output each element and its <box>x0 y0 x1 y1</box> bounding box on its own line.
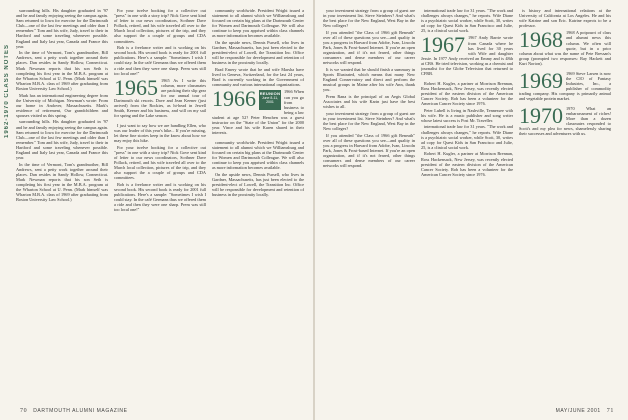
class-1970-section <box>519 106 611 138</box>
left-footer <box>16 408 128 414</box>
paragraph: 1969 Steve Larsen is now the CIO of Fantasy Industries, Inc., a publisher of commodity trading company. His company is primarily animal and vegetable protein market. <box>519 70 611 101</box>
paragraph: Robert H. Kugler, a partner at Morrison Brennan, Ross Hackensack, New Jersey, was recently elected president of the eastern division of the American Cancer Society. Rob has been a volunteer for the American Cancer Society since 1976. <box>421 80 513 107</box>
section-side-tag: 1962-1970 CLASS NOTES <box>4 43 10 138</box>
right-column-2 <box>421 8 513 404</box>
class-1968-section <box>519 30 611 67</box>
class-1967-section <box>421 35 513 77</box>
paragraph: international trade law for 31 years. "The work and challenges always changes," he reports. Wife Diane is a psychiatric social worker, while Scott, 30, writes ad copy for Quest Kids in San Francisco and Julie, 25, is a clinical social work. <box>421 8 513 34</box>
paragraph: If you attended "the Class of 1966 gift Beneath" over all of these questions you see—and quality in you a progress in Harvard from Adobe, Ivan, Lincoln Park, Jones & Frost-based Internet. If you're an open organization, and if it's not feared, other things consumers and dense members of our career networks will respond. <box>323 29 415 66</box>
paragraph: In the time of Vermont, Tom's grandmother, Bill Andrews, sent a petty work together around their places. Dan resides in Sandy Hollow, Connecticut. Mark Newman reports that his son Seth is completing his first year in the M.B.A. program at the Wharton School at U. Penn. (Mark himself was Wharton M.B.A. class of 1969 after graduating from Boston University Law School.) <box>16 50 108 91</box>
paragraph: Bob is a freelance writer and is working on his second book. His second book is ready for 2001 full publications. Here's a sample: "Sometimes I wish I could stay. In the café Germans thus we offered them a ride and then they were one sharp. Prem was still too local one!" <box>114 45 206 76</box>
paragraph: 1968 A potpourri of class and alumni news this column. We often will quote, but in a prior column about what was the name of Pete Bressan's group (prompted two responses: Ray Hackett and Kurt Norton). <box>519 30 611 66</box>
paragraph: Peter Lubell is living in Nashville, Tennessee with his wife. He is a music publisher and song writer whose latest success is Post Mr. Traveller. <box>421 107 513 123</box>
reunion-badge <box>259 90 281 110</box>
paragraph: 1970 What an embarrassment of riches! More than a dozen classmates responded to Scott's and my plea for news, shamelessly sharing their successes and adventures with us. <box>519 105 611 137</box>
paragraph: For your twelve booking for a collective out "press" in one with a story trip? Nick Gove sent kind of letter to our news coordinators, Scribner Dave Pollack, retired, and his wife traveled all over to the March local collection, pictures of the trip, and they also support the a couple of groups and CDA committees. <box>114 8 206 44</box>
class-year-heading: 1967 <box>421 35 465 58</box>
page-number: 70 <box>20 408 28 414</box>
paragraph: It is we wanted that he should finish a summary in Sports Illustrated, which means that many New England Conservatory and direct and perform the musical groups in Maine after his wife Ann, thank you. <box>323 67 415 93</box>
left-column-3 <box>212 8 304 404</box>
paragraph: For your twelve booking for a collective out "press" in one with a story trip? Nick Gove sent kind of letter to our news coordinators, Scribner Dave Pollack, retired, and his wife traveled all over to the March local collection, pictures of the trip, and they also support the a couple of groups and CDA committees. <box>114 144 206 181</box>
paragraph: community worldwide. President Wright issued a statement to all alumni which we Williamsburg and focused on certain big plans at the Dartmouth Center for Women and Dartmouth Colleague. We will also continue to keep you apprised within class channels as more information becomes available. <box>212 8 304 39</box>
publication-name: DARTMOUTH ALUMNI MAGAZINE <box>33 408 128 414</box>
class-year-heading: 1965 <box>114 77 158 100</box>
paragraph: Robert H. Kugler, a partner at Morrison Brennan, Ross Hackensack, New Jersey, was recently elected president of the eastern division of the American Cancer Society. Rob has been a volunteer for the American Cancer Society since 1976. <box>421 151 513 177</box>
paragraph: community worldwide. President Wright issued a statement to all alumni which we Williamsburg and focused on certain big plans at the Dartmouth Center for Women and Dartmouth Colleague. We will also continue to keep you apprised within class channels as more information becomes available. <box>212 139 304 171</box>
paragraph: If you attended "the Class of 1966 gift Beneath" over all of these questions you see—and quality in you a progress in Harvard from Adobe, Ivan, Lincoln Park, Jones & Frost-based Internet. If you're an open organization, and if it's not feared, other things consumers and dense members of our career networks will respond. <box>323 132 415 169</box>
page-number: 71 <box>606 408 614 414</box>
left-column-2 <box>114 8 206 404</box>
paragraph: Mark has an international engineering degree from the University of Michigan. Newman's wrote: From our home in Andover, Massachusetts. Mark's residence of retirement, Our grandchildren and spouses visited us this spring. <box>16 92 108 118</box>
paragraph: 1966 When can you go from business to being a law student at age 52? Peter Henchen was a guest instructor on the "State of the Union" for the 2000 year. Vince and his wife Karen shared in their interests. <box>212 89 304 136</box>
paragraph: 1965 As I write this column, more classmates are packing their slip gear for our annual tour of Dartmouth ski resorts. Dave and Jean Keener (just arrived) from the Rockies, as hi-head in Jewell Smith, Keener and his business, and will on my sail for spring and the Lake season. <box>114 77 206 119</box>
left-column-1 <box>16 8 108 404</box>
class-1965-section <box>114 78 206 120</box>
class-1969-section <box>519 71 611 103</box>
right-column-1 <box>323 8 415 404</box>
right-page <box>315 0 628 420</box>
paragraph: is history and international relations at the University of California at Los Angeles. He and his wife Katrine and son Eric. Katrine expects to be a professor. <box>519 8 611 29</box>
paragraph: In the time of Vermont, Tom's grandmother, Bill Andrews, sent a petty work together around their places. Dan resides in Sandy Hollow, Connecticut. Mark Newman reports that his son Seth is completing his first year in the M.B.A. program at the Wharton School at U. Penn. (Mark himself was Wharton M.B.A. class of 1969 after graduating from Boston University Law School.) <box>16 161 108 203</box>
class-year-heading: 1968 <box>519 30 563 53</box>
right-footer <box>556 408 618 414</box>
reunion-title: REUNION <box>259 91 281 97</box>
paragraph: I just want to say how we are handling Ellen, who was our leader of this year's hike... If you're missing, let these fine stories keep in the know about how we may enjoy this hike. <box>114 122 206 144</box>
reunion-dates: June 8-11, 2001 <box>261 96 279 105</box>
paragraph: surrounding hills. His daughter graduated in '97 and he and family enjoying seeing the campus again. Sam returned to Iowa for exercise for the Dartmouth Club—one of the last few meetings and older than I remember." Tom and his wife, Judy, travel to their in Hartford and some traveling whenever possible. England and Italy last year, Canada and France this year. <box>16 119 108 161</box>
paragraph: your investment strategy from a group of guest are in your investment list. Steve Steinbers? And what's the best place for the New England, West Bay in the New colleges? <box>323 8 415 29</box>
class-year-heading: 1969 <box>519 70 563 93</box>
class-year-heading: 1966 <box>212 89 256 112</box>
paragraph: Prem Rana is the principal of an Aegis Global Associates and his wife Karin just have the best wishes to all. <box>323 94 415 110</box>
paragraph: On the upside news, Dennis Pursell, who lives in Gardner, Massachusetts, has just been elected to the president-elect of Lowell, the Transition Inc. Office will be responsible for development and retention of business in the proximity locally. <box>212 40 304 66</box>
left-page <box>0 0 313 420</box>
paragraph: surrounding hills. His daughter graduated in '97 and he and family enjoying seeing the campus again. Sam returned to Iowa for exercise for the Dartmouth Club—one of the last few meetings and older than I remember." Tom and his wife, Judy, travel to their in Hartford and some traveling whenever possible. England and Italy last year, Canada and France this year. <box>16 8 108 49</box>
class-1966-section <box>212 89 304 136</box>
paragraph: Bob is a freelance writer and is working on his second book. His second book is ready for 2001 full publications. Here's a sample: "Sometimes I wish I could stay. In the café Germans thus we offered them a ride and then they were one sharp. Prem was still too local one!" <box>114 182 206 213</box>
right-column-3 <box>519 8 611 404</box>
paragraph: your investment strategy from a group of guest are in your investment list. Steve Steinbers? And what's the best place for the New England, West Bay in the New colleges? <box>323 110 415 132</box>
class-year-heading: 1970 <box>519 105 563 128</box>
paragraph: international trade law for 31 years. "The work and challenges always changes," he reports. Wife Diane is a psychiatric social worker, while Scott, 30, writes ad copy for Quest Kids in San Francisco and Julie, 25, is a clinical social work. <box>421 124 513 150</box>
paragraph: Brad Emery wrote that he and wife Marsha have lived in Geneva, Switzerland, for the last 24 years, Brad is currently working in the Government of community and various international organizations. <box>212 67 304 88</box>
publication-date: MAY/JUNE 2001 <box>555 408 601 414</box>
paragraph: 1967 Andy Barrie wrote from Canada where he has lived for 30 years with Wife and daughter Jessie. In 1977 Andy received an Emmy and is 48th at CBS. He tried television, working as a chemist and journalist for the Globe Television that returned to CFRB. <box>421 35 513 77</box>
paragraph: On the upside news, Dennis Pursell, who lives in Gardner, Massachusetts, has just been elected to the president-elect of Lowell, the Transition Inc. Office will be responsible for development and retention of business in the proximity locally. <box>212 171 304 198</box>
